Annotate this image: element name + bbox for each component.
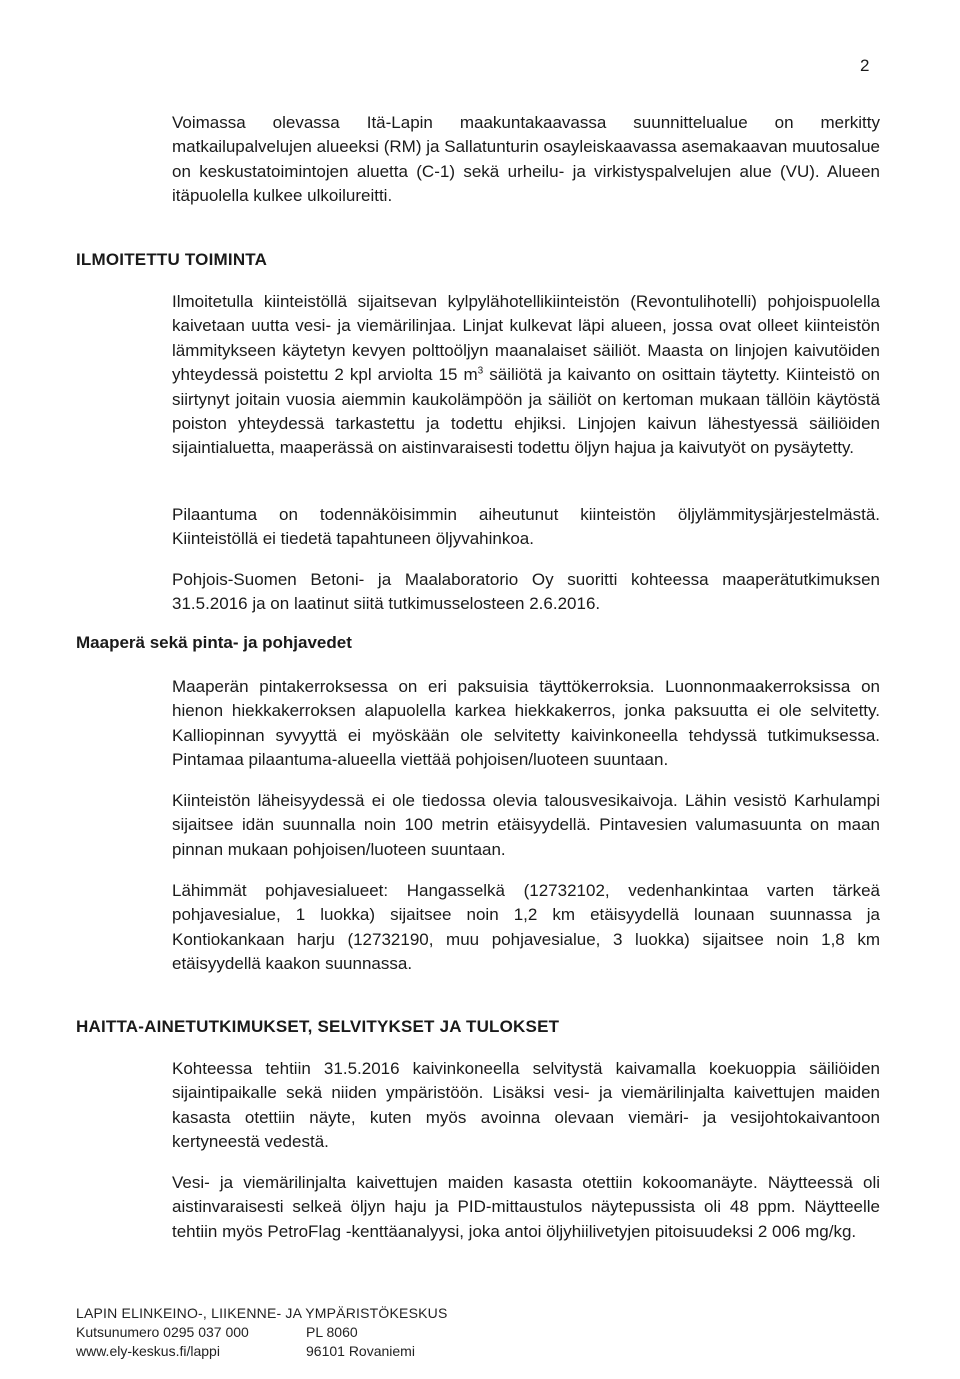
- maapera-paragraph-1: Maaperän pintakerroksessa on eri paksuisia täyttökerroksia. Luonnonmaakerroksissa on hienon hiekkakerroksen alapuolella karkea hiekkakerros, jonka paksuutta ei ole selvitetty. Kalliopinnan syvyyttä ei myöskään ole selvitetty kaivinkoneella tehdyssä tutkimuksessa. Pintamaa pilaantuma-alueella viettää pohjoisen/luoteen suuntaan.: [172, 677, 880, 770]
- ilmoitettu-paragraph-1-text-b: säiliötä ja kaivanto on osittain täytetty. Kiinteistö on siirtynyt joitain vuosia aiemmin kaukolämpöön ja säiliöt on kertoman mukaan tällöin käytöstä poiston yhteydessä tarkastettu ja todettu ehjiksi. Linjojen kaivun lähestyessä säiliöiden sijaintialuetta, maaperässä on aistinvaraisesti todettu öljyn hajua ja kaivutyöt on pysäytetty.: [172, 365, 880, 458]
- ilmoitettu-paragraph-2: Pilaantuma on todennäköisimmin aiheutunut kiinteistön öljylämmitysjärjestelmästä. Kiinteistöllä ei tiedetä tapahtuneen öljyvahinkoa.: [172, 505, 880, 549]
- ilmoitettu-paragraph-1: [172, 290, 880, 461]
- section-heading-maapera: Maaperä sekä pinta- ja pohjavedet: [76, 633, 352, 652]
- haitta-paragraph-2: Vesi- ja viemärilinjalta kaivettujen maiden kasasta otettiin kokoomanäyte. Näytteessä oli aistinvaraisesti selkeä öljyn haju ja PID-mittaustulos näytepussista oli 48 ppm. Näytteelle tehtiin myös PetroFlag -kenttäanalyysi, joka antoi öljyhiilivetyjen pitoisuudeksi 2 006 mg/kg.: [172, 1173, 880, 1241]
- footer-website-link[interactable]: www.ely-keskus.fi/lappi: [76, 1343, 220, 1359]
- intro-paragraph: Voimassa olevassa Itä-Lapin maakuntakaavassa suunnittelualue on merkitty matkailupalvelujen alueeksi (RM) ja Sallatunturin osayleiskaavassa asemakaavan muutosalue on keskustatoimintojen aluetta (C-1) sekä urheilu- ja virkistyspalvelujen alue (VU). Alueen itäpuolella kulkee ulkoilureitti.: [172, 113, 880, 206]
- footer-row-1: [76, 1323, 536, 1342]
- footer-postal-address: 96101 Rovaniemi: [306, 1343, 415, 1359]
- footer-phone: Kutsunumero 0295 037 000: [76, 1324, 249, 1340]
- footer-row-2: [76, 1342, 536, 1361]
- section-heading-ilmoitettu-toiminta: ILMOITETTU TOIMINTA: [76, 250, 268, 269]
- page-number: 2: [860, 56, 870, 75]
- footer: [76, 1304, 536, 1361]
- superscript-cube: 3: [477, 365, 484, 377]
- ilmoitettu-paragraph-1-text-a: Ilmoitetulla kiinteistöllä sijaitsevan kylpylähotellikiinteistön (Revontulihotelli) pohjoispuolella kaivetaan uutta vesi- ja viemärilinjaa. Linjat kulkevat läpi alueen, jossa ovat olleet kiinteistön lämmitykseen käytetyn kevyen polttoöljyn maanalaiset säiliöt. Maasta on linjojen kaivutöiden yhteydessä poistettu 2 kpl arviolta 15 m: [172, 292, 880, 385]
- maapera-paragraph-2: Kiinteistön läheisyydessä ei ole tiedossa olevia talousvesikaivoja. Lähin vesistö Karhulampi sijaitsee idän suunnalla noin 100 metrin etäisyydellä. Pintavesien valumasuunta on maan pinnan mukaan pohjoisen/luoteen suuntaan.: [172, 791, 880, 859]
- section-heading-haitta-ainetutkimukset: HAITTA-AINETUTKIMUKSET, SELVITYKSET JA TULOKSET: [76, 1017, 560, 1036]
- ilmoitettu-paragraph-3: Pohjois-Suomen Betoni- ja Maalaboratorio Oy suoritti kohteessa maaperätutkimuksen 31.5.2016 ja on laatinut siitä tutkimusselosteen 2.6.2016.: [172, 570, 880, 614]
- footer-po-box: PL 8060: [306, 1324, 358, 1340]
- haitta-paragraph-1: Kohteessa tehtiin 31.5.2016 kaivinkoneella selvitystä kaivamalla koekuoppia säiliöiden sijaintipaikalle sekä niiden ympäristöön. Lisäksi vesi- ja viemärilinjalta kaivettujen maiden kasasta otettiin näyte, kuten myös avoinna olevaan viemäri- ja vesijohtokaivantoon kertyneestä vedestä.: [172, 1059, 880, 1152]
- footer-organization: LAPIN ELINKEINO-, LIIKENNE- JA YMPÄRISTÖKESKUS: [76, 1305, 448, 1321]
- maapera-paragraph-3: Lähimmät pohjavesialueet: Hangasselkä (12732102, vedenhankintaa varten tärkeä pohjavesialue, 1 luokka) sijaitsee noin 1,2 km etäisyydellä lounaan suunnassa ja Kontiokankaan harju (12732190, muu pohjavesialue, 3 luokka) sijaitsee noin 1,8 km etäisyydellä kaakon suunnassa.: [172, 881, 880, 974]
